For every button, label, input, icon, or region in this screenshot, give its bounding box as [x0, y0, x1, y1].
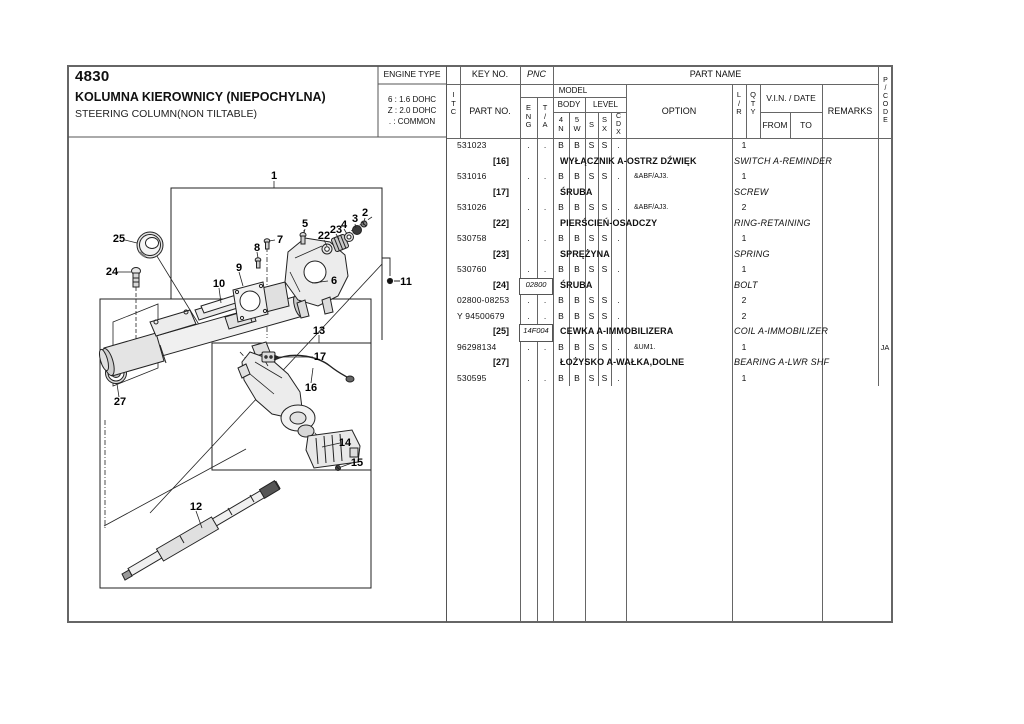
level-sx-flag: S: [601, 264, 608, 274]
page-subtitle: STEERING COLUMN(NON TILTABLE): [75, 108, 258, 120]
callout-14: 14: [338, 437, 352, 449]
callout-22: 22: [317, 230, 331, 242]
part-number: 530758: [457, 233, 487, 243]
body-5w-flag: B: [574, 372, 580, 383]
callout-10: 10: [212, 278, 226, 290]
quantity: 1: [741, 233, 747, 243]
header-option: OPTION: [661, 106, 697, 116]
option-code: &UM1.: [634, 343, 656, 351]
engine-type-values: 6 : 1.6 DOHC Z : 2.0 DOHC . : COMMON: [387, 95, 437, 126]
callout-9: 9: [235, 262, 243, 274]
part-row: [447, 340, 893, 356]
level-cdx-flag: .: [617, 372, 620, 383]
key-row: [447, 324, 893, 340]
part-name-en: BEARING A-LWR SHF: [734, 357, 830, 367]
callout-17: 17: [313, 351, 327, 363]
quantity: 2: [741, 310, 747, 321]
body-5w-flag: B: [574, 264, 580, 274]
level-sx-flag: S: [601, 295, 608, 305]
part-name-pl: ŁOŻYSKO A-WAŁKA,DOLNE: [560, 357, 685, 367]
ball-11: [382, 258, 400, 284]
body-4n-flag: B: [558, 171, 564, 181]
option-code: &ABF/AJ3.: [634, 204, 669, 211]
eng-flag: .: [527, 171, 530, 181]
nut-3: [353, 226, 362, 235]
ta-flag: .: [543, 341, 547, 352]
body-5w-flag: B: [574, 233, 580, 243]
part-name-en: SPRING: [734, 248, 770, 259]
callout-12: 12: [189, 501, 203, 513]
part-name-pl: ŚRUBA: [560, 186, 593, 197]
bolt-24: [132, 268, 141, 288]
header-qty: Q T Y: [750, 90, 756, 116]
key-number: [16]: [492, 155, 509, 166]
header-level: LEVEL: [593, 100, 618, 109]
ring-4: [345, 233, 354, 242]
level-sx-flag: S: [601, 233, 608, 243]
callout-16: 16: [304, 382, 318, 394]
key-number: [23]: [492, 248, 509, 259]
callout-1: 1: [270, 170, 278, 182]
body-5w-flag: B: [574, 171, 580, 181]
key-row: [447, 185, 893, 201]
part-name-pl: ŚRUBA: [560, 279, 593, 290]
header-from: FROM: [762, 120, 788, 130]
level-cdx-flag: .: [617, 264, 620, 274]
quantity: 1: [741, 140, 747, 150]
callout-3: 3: [351, 213, 359, 225]
header-pcode: P / C O D E: [882, 77, 889, 124]
parts-table: [446, 66, 893, 622]
header-part-name: PART NAME: [689, 69, 742, 79]
key-number: [27]: [492, 357, 509, 367]
part-name-pl: SPRĘŻYNA: [560, 248, 610, 259]
body-5w-flag: B: [574, 140, 580, 150]
ta-flag: .: [543, 140, 547, 150]
part-row: [447, 169, 893, 185]
key-row: [447, 154, 893, 170]
ta-flag: .: [543, 295, 547, 305]
body-4n-flag: B: [558, 140, 564, 150]
header-key-no: KEY NO.: [471, 69, 509, 79]
part-name-pl: WYŁĄCZNIK A-OSTRZ DŹWIĘK: [560, 155, 697, 166]
header-pnc: PNC: [526, 69, 546, 79]
level-s-flag: S: [588, 341, 595, 352]
level-cdx-flag: .: [617, 233, 620, 243]
header-5w: 5 W: [573, 115, 581, 133]
body-4n-flag: B: [558, 264, 564, 274]
level-s-flag: S: [588, 295, 595, 305]
engine-type-label: ENGINE TYPE: [383, 69, 441, 79]
bolt-8: [255, 258, 261, 268]
level-s-flag: S: [588, 202, 595, 212]
section-code: 4830: [75, 68, 110, 85]
pnc-code: 02800: [519, 278, 553, 296]
page-title: KOLUMNA KIEROWNICY (NIEPOCHYLNA): [75, 90, 326, 104]
body-4n-flag: B: [558, 341, 564, 352]
body-4n-flag: B: [558, 295, 564, 305]
bolt-5: [300, 233, 306, 245]
level-cdx-flag: .: [617, 202, 620, 212]
part-name-pl: CEWKA A-IMMOBILIZERA: [560, 326, 674, 336]
level-s-flag: S: [588, 264, 595, 274]
callout-7: 7: [276, 234, 284, 246]
part-row: [447, 293, 893, 309]
part-number: 530595: [457, 372, 487, 383]
key-number: [25]: [492, 326, 509, 336]
callout-27: 27: [113, 396, 127, 408]
header-4n: 4 N: [558, 115, 564, 133]
level-s-flag: S: [588, 140, 595, 150]
body-5w-flag: B: [574, 295, 580, 305]
key-row: [447, 247, 893, 263]
level-sx-flag: S: [601, 310, 608, 321]
quantity: 1: [741, 171, 747, 181]
part-number: 531016: [457, 171, 487, 181]
key-row: [447, 216, 893, 232]
key-number: [17]: [492, 186, 509, 197]
part-name-en: RING-RETAINING: [734, 217, 811, 228]
part-row: [447, 231, 893, 247]
level-sx-flag: S: [601, 372, 608, 383]
eng-flag: .: [527, 264, 530, 274]
key-number: [22]: [492, 217, 509, 228]
ta-flag: .: [543, 372, 547, 383]
part-name-pl: PIERŚCIEŃ-OSADCZY: [560, 217, 658, 228]
part-row: [447, 262, 893, 278]
header-to: TO: [800, 120, 812, 130]
level-cdx-flag: .: [617, 295, 620, 305]
callout-8: 8: [253, 242, 261, 254]
header-lr: L / R: [736, 90, 742, 116]
part-name-en: SWITCH A-REMINDER: [734, 155, 833, 166]
ta-flag: .: [543, 233, 547, 243]
part-row: [447, 138, 893, 154]
header-itc: I T C: [450, 90, 457, 116]
bolt-7: [264, 239, 270, 249]
header-eng: E N G: [525, 103, 532, 129]
part-name-en: SCREW: [734, 186, 769, 197]
ta-flag: .: [543, 264, 547, 274]
eng-flag: .: [527, 310, 530, 321]
key-row: [447, 355, 893, 371]
body-4n-flag: B: [558, 310, 564, 321]
eng-flag: .: [527, 140, 530, 150]
level-s-flag: S: [588, 372, 595, 383]
callout-5: 5: [301, 218, 309, 230]
part-name-en: COIL A-IMMOBILIZER: [734, 326, 829, 336]
level-cdx-flag: .: [617, 341, 620, 352]
body-5w-flag: B: [574, 341, 580, 352]
header-model: MODEL: [558, 86, 588, 95]
callout-4: 4: [340, 219, 348, 231]
quantity: 1: [741, 264, 747, 274]
ta-flag: .: [543, 202, 547, 212]
level-cdx-flag: .: [617, 140, 620, 150]
body-4n-flag: B: [558, 372, 564, 383]
callout-13: 13: [312, 325, 326, 337]
callout-6: 6: [330, 275, 338, 287]
level-sx-flag: S: [601, 202, 608, 212]
callout-11: 11: [400, 276, 412, 288]
body-4n-flag: B: [558, 233, 564, 243]
level-cdx-flag: .: [617, 310, 620, 321]
header-remarks: REMARKS: [827, 106, 873, 116]
part-number: Y 94500679: [457, 310, 505, 321]
callout-23: 23: [329, 224, 343, 236]
quantity: 1: [741, 341, 747, 352]
eng-flag: .: [527, 202, 530, 212]
part-number: 96298134: [457, 341, 497, 352]
eng-flag: .: [527, 295, 530, 305]
part-number: 02800-08253: [457, 295, 510, 305]
pnc-code: 14F004: [519, 324, 553, 342]
part-row: [447, 371, 893, 387]
body-5w-flag: B: [574, 310, 580, 321]
ta-flag: .: [543, 310, 547, 321]
part-number: 531026: [457, 202, 487, 212]
part-row: [447, 200, 893, 216]
eng-flag: .: [527, 341, 530, 352]
header-body: BODY: [557, 100, 581, 109]
connector-17: [262, 352, 275, 362]
header-vin-date: V.I.N. / DATE: [766, 93, 816, 103]
part-row: [447, 309, 893, 325]
level-s-flag: S: [588, 310, 595, 321]
option-code: &ABF/AJ3.: [634, 173, 669, 180]
parts-code: JA: [880, 342, 890, 352]
header-cdx: C D X: [615, 113, 622, 136]
key-number: [24]: [492, 279, 509, 290]
part-number: 531023: [457, 140, 487, 150]
quantity: 2: [741, 202, 747, 212]
wire-end: [346, 376, 354, 382]
level-s-flag: S: [588, 233, 595, 243]
quantity: 1: [741, 372, 747, 383]
header-sx: S X: [601, 115, 607, 133]
callout-24: 24: [105, 266, 119, 278]
header-part-no: PART NO.: [469, 106, 511, 116]
key-row: [447, 278, 893, 294]
level-sx-flag: S: [601, 140, 608, 150]
upper-bearing-25: [137, 232, 163, 258]
level-s-flag: S: [588, 171, 595, 181]
body-5w-flag: B: [574, 202, 580, 212]
level-sx-flag: S: [601, 171, 608, 181]
callout-25: 25: [112, 233, 126, 245]
callout-2: 2: [361, 207, 369, 219]
part-name-en: BOLT: [734, 279, 758, 290]
ta-flag: .: [543, 171, 547, 181]
level-sx-flag: S: [601, 341, 608, 352]
steering-shaft-12: [122, 481, 280, 580]
part-number: 530760: [457, 264, 487, 274]
header-s: S: [588, 120, 594, 129]
callout-15: 15: [350, 457, 364, 469]
header-ta: T / A: [542, 103, 548, 129]
screw-15: [336, 466, 341, 471]
body-4n-flag: B: [558, 202, 564, 212]
quantity: 2: [741, 295, 747, 305]
eng-flag: .: [527, 233, 530, 243]
diagram-group: [98, 181, 400, 588]
eng-flag: .: [527, 372, 530, 383]
level-cdx-flag: .: [617, 171, 620, 181]
